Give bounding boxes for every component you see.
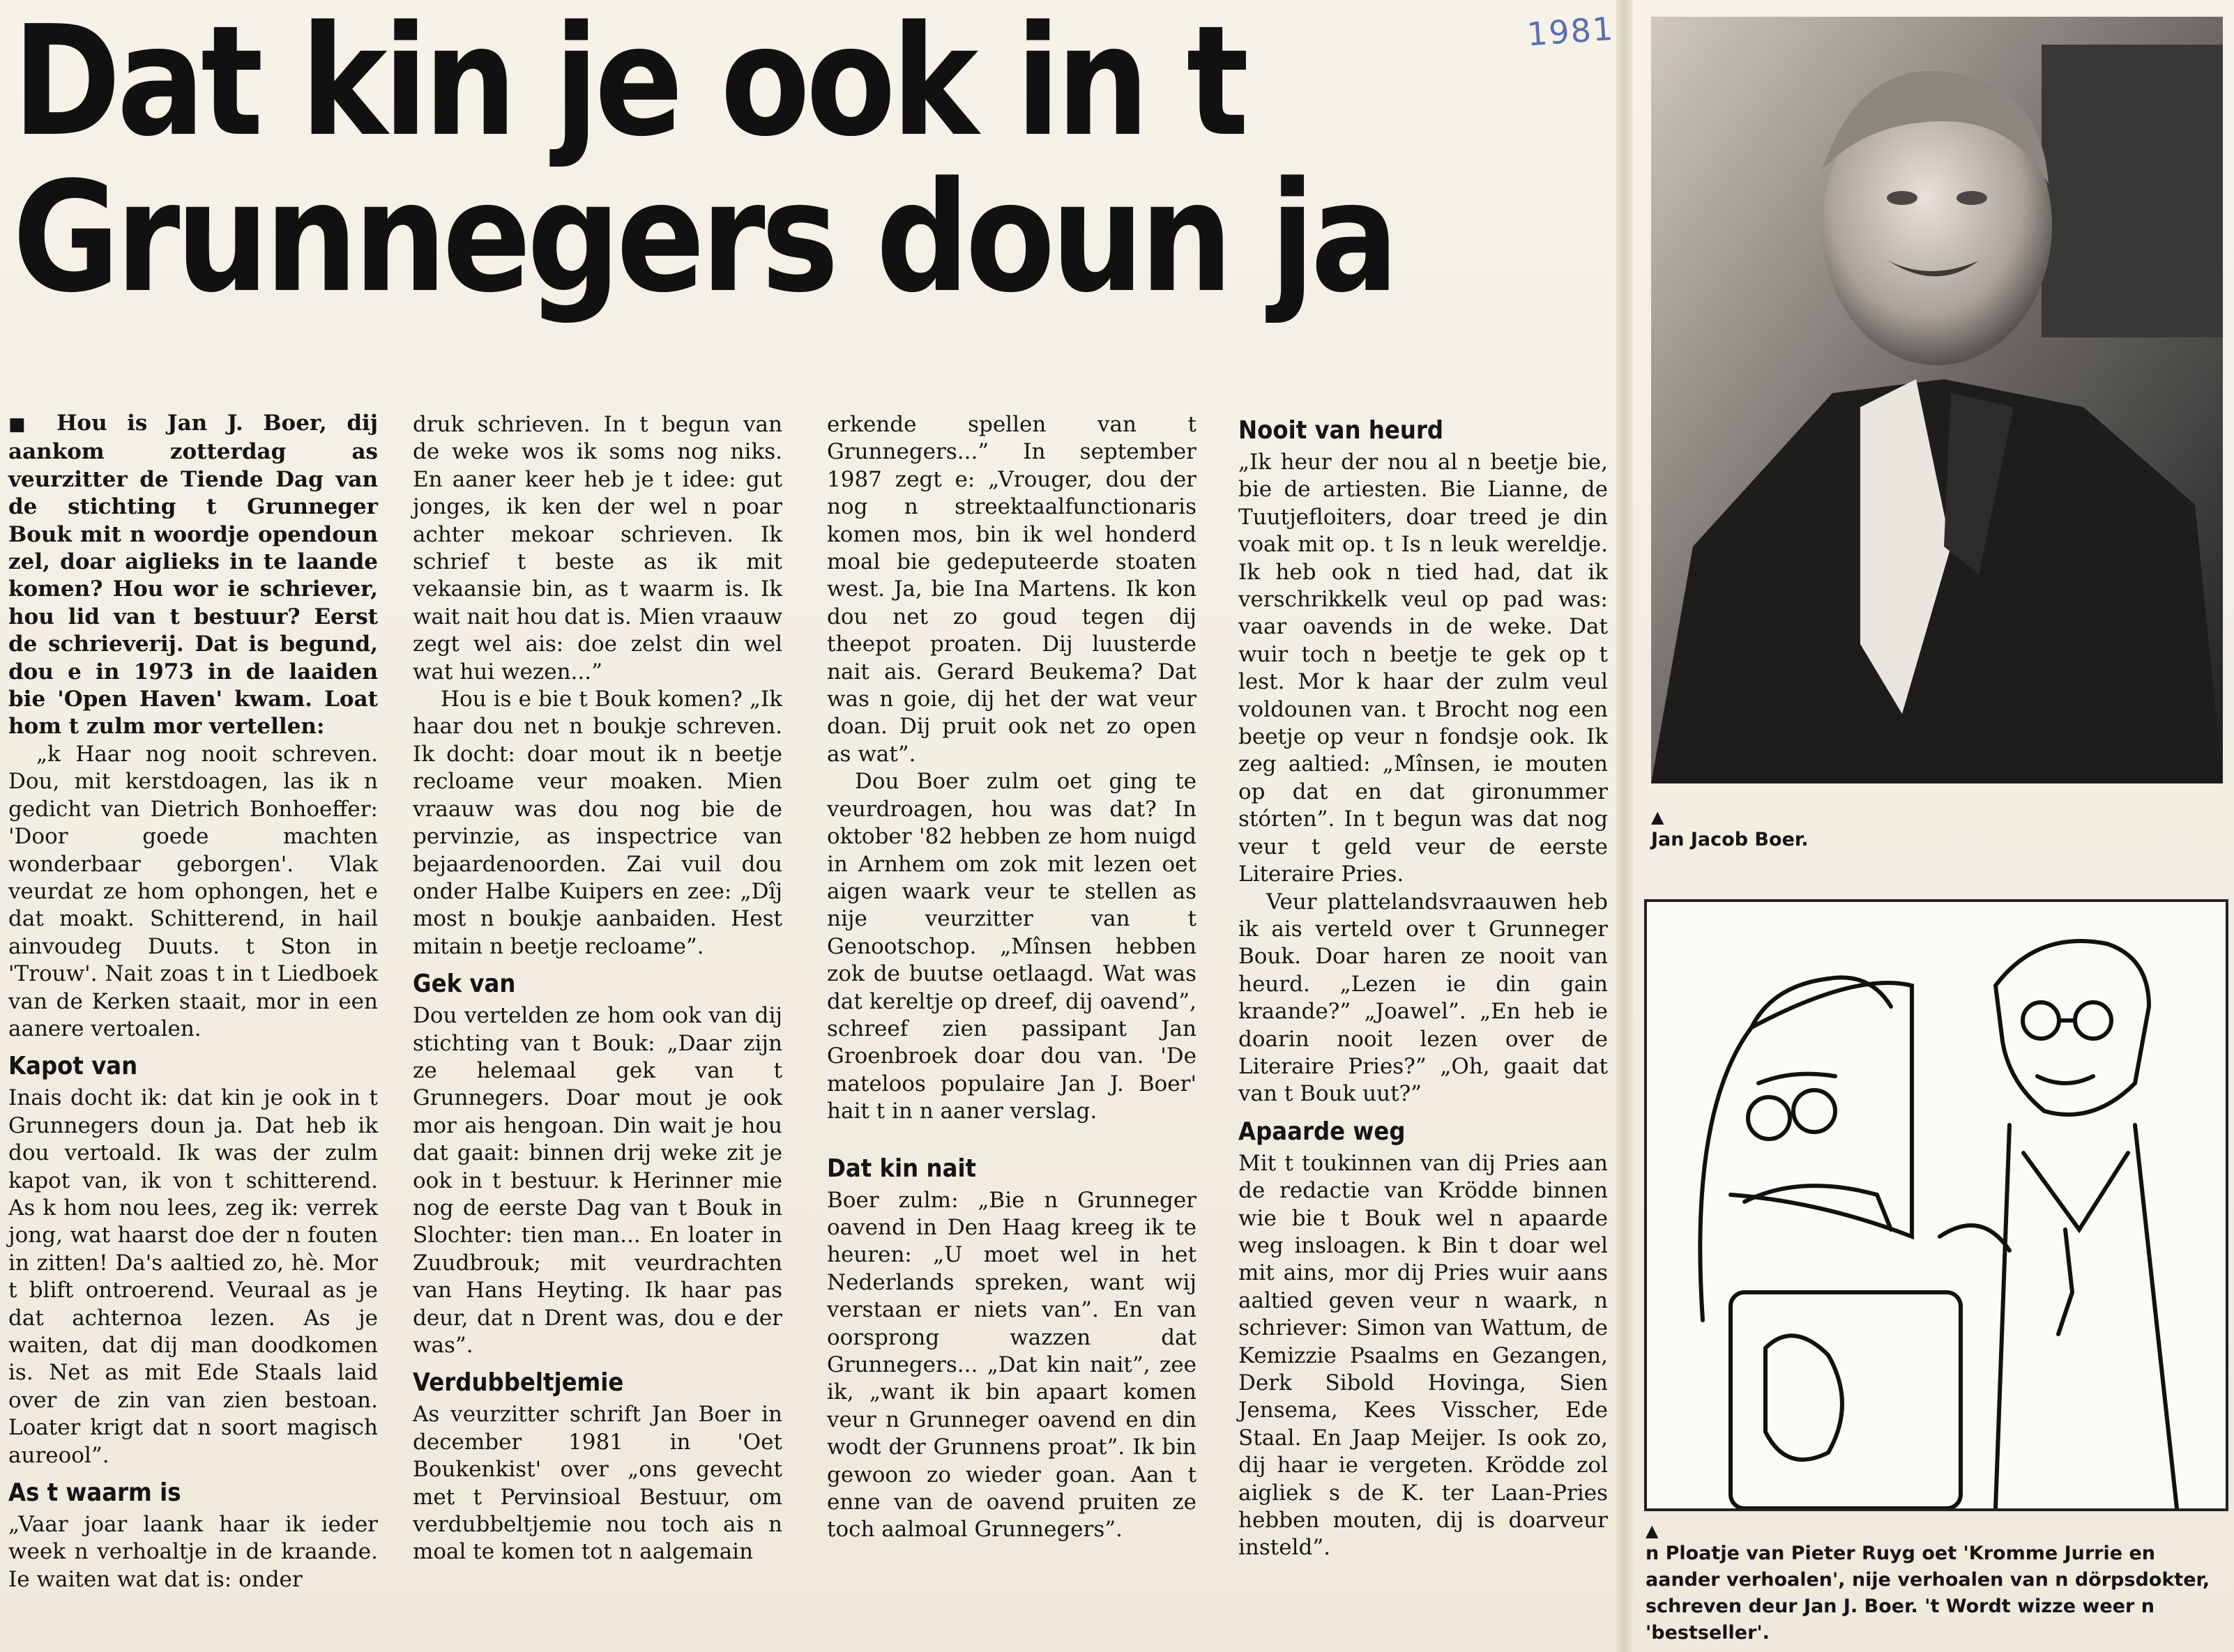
photo-caption — [1651, 807, 1809, 853]
headline — [13, 0, 1395, 326]
caption-marker: ▲ — [1646, 1521, 1659, 1540]
paragraph: Veur plattelandsvraauwen heb ik ais verteld over t Grunneger Bouk. Doar haren ze nooit van heurd. „Lezen ie din gain kraande?” „Joawel”. „En heb ie doarin nooit lezen over de Literaire Pries?” „Oh, gaait dat van t Bouk uut?” — [1238, 889, 1608, 1107]
headline-line-1: Dat kin je ook in t — [13, 0, 1245, 170]
photo-caption-text: Jan Jacob Boer. — [1651, 829, 1809, 850]
caption-marker: ▲ — [1651, 807, 1664, 827]
subheading-verdubbeltjemie: Verdubbeltjemie — [413, 1368, 624, 1398]
article-column-2 — [413, 411, 782, 1566]
cartoon-illustration — [1644, 899, 2228, 1511]
paragraph: Dou vertelden ze hom ook van dij stichting van t Bouk: „Daar zijn ze helemaal gek van t Grunnegers. Doar mout je ook mor ais hengoan. Din wait je hou dat gaait: binnen drij weke zit je ook in t bestuur. k Herinner mie nog de eerste Dag van t Bouk in Slochter: tien man... En loater in Zuudbrouk; mit veurdrachten van Hans Heyting. Ik haar pas deur, dat n Drent was, dou e der was”. — [413, 1003, 782, 1358]
cartoon-caption-text: n Ploatje van Pieter Ruyg oet 'Kromme Jurrie en aander verhoalen', nije verhoalen van n dörpsdokter, schreven deur Jan J. Boer. 't Wordt wizze weer n 'bestseller'. — [1646, 1543, 2210, 1644]
paragraph: Mit t toukinnen van dij Pries aan de redactie van Krödde binnen wie bie t Bouk wel n apaarde weg insloagen. k Bin t doar wel mit ains, mor dij Pries wuir aans aaltied geven veur n waark, n schriever: Simon van Wattum, de Kemizzie Psaalms en Gezangen, Derk Sibold Hovinga, Sien Jensema, Kees Visscher, Ede Staal. En Jaap Meijer. Is ook zo, dij haar ie vergeten. Krödde zol aigliek s de K. ter Laan-Pries hebben mouten, dij is doarveur insteld”. — [1238, 1150, 1608, 1561]
paragraph: „Vaar joar laank haar ik ieder week n verhoaltje in de kraande. Ie waiten wat dat is: onder — [8, 1512, 378, 1592]
subheading-apaarde-weg: Apaarde weg — [1238, 1117, 1406, 1146]
paragraph: druk schrieven. In t begun van de weke wos ik soms nog niks. En aaner keer heb je t idee: gut jonges, ik ken der wel n poar achter mekoar schrieven. Ik schrief t beste as ik mit vekaansie bin, as t waarm is. Ik wait nait hou dat is. Mien vraauw zegt wel ais: doe zelst din wel wat hui wezen...” — [413, 412, 782, 684]
handwritten-year: 1981 — [1526, 9, 1616, 54]
cartoon-caption — [1646, 1521, 2217, 1646]
subheading-gek-van: Gek van — [413, 970, 516, 999]
headline-line-2: Grunnegers doun ja — [13, 150, 1395, 326]
subheading-dat-kin-nait: Dat kin nait — [827, 1154, 977, 1183]
paragraph: Hou is e bie t Bouk komen? „Ik haar dou net n boukje schreven. Ik docht: doar mout ik n beetje recloame veur moaken. Mien vraauw was dou nog bie de pervinzie, as inspectrice van bejaardenoorden. Zai vuil dou onder Halbe Kuipers en zee: „Dîj most n boukje aanbaiden. Hest mitain n beetje recloame”. — [413, 687, 782, 959]
page-fold — [1616, 0, 1633, 1652]
subheading-kapot-van: Kapot van — [8, 1052, 138, 1081]
paragraph: erkende spellen van t Grunnegers...” In september 1987 zegt e: „Vrouger, dou der nog n streektaalfunctionaris komen mos, bin ik wel honderd moal bie gedeputeerde stoaten west. Ja, bie Ina Martens. Ik kon dou net zo goud tegen dij theepot proaten. Dij luusterde nait ais. Gerard Beukema? Dat was n goie, dij het der wat veur doan. Dij pruit ook net zo open as wat”. — [827, 412, 1196, 767]
subheading-nooit-van-heurd: Nooit van heurd — [1238, 416, 1444, 445]
paragraph: Dou Boer zulm oet ging te veurdroagen, hou was dat? In oktober '82 hebben ze hom nuigd in Arnhem om zok mit lezen oet aigen waark veur te stellen as nije veurzitter van t Genootschop. „Mînsen hebben zok de buutse oetlaagd. Wat was dat kereltje op dreef, dij oavend”, schreef zien passipant Jan Groenbroek doar dou van. 'De mateloos populaire Jan J. Boer' hait t in n aaner verslag. — [827, 769, 1196, 1124]
paragraph: Inais docht ik: dat kin je ook in t Grunnegers doun ja. Dat heb ik dou vertoald. Ik was der zulm kapot van, ik von t schitterend. As k hom nou lees, zeg ik: verrek jong, wat haarst doe der n fouten in zitten! Da's aaltied zo, hè. Mor t blift ontroerend. Veuraal as je dat achternoa lezen. As je waiten, dat dij man doodkomen is. Net as mit Ede Staals laid over de zin van zien bestoan. Loater krigt dat n soort magisch aureool”. — [8, 1085, 378, 1468]
paragraph: As veurzitter schrift Jan Boer in december 1981 in 'Oet Boukenkist' over „ons gevecht met t Pervinsioal Bestuur, om verdubbeltjemie nou toch ais n moal te komen tot n aalgemain — [413, 1402, 782, 1565]
article-column-4 — [1238, 415, 1608, 1562]
article-column-1 — [8, 410, 378, 1593]
subheading-as-t-waarm-is: As t waarm is — [8, 1478, 181, 1508]
paragraph: Boer zulm: „Bie n Grunneger oavend in Den Haag kreeg ik te heuren: „U moet wel in het Nederlands spreken, want wij verstaan er niets van”. En van oorsprong wazzen dat Grunnegers... „Dat kin nait”, zee ik, „want ik bin apaart komen veur n Grunneger oavend en din wodt der Grunnens proat”. Ik bin gewoon zo wieder goan. Aan t enne van de oavend pruiten ze toch aalmoal Grunnegers”. — [827, 1187, 1196, 1543]
paragraph: „Ik heur der nou al n beetje bie, bie de artiesten. Bie Lianne, de Tuutjefloiters, doar treed je din voak mit op. t Is n leuk wereldje. Ik heb ook n tied had, dat ik verschrikkelk veul op pad was: vaar oavends in de weke. Dat wuir toch n beetje te gek op t lest. Mor k haar der zulm veul voldounen van. t Brocht nog een beetje op veur n fondsje ook. Ik zeg aaltied: „Mînsen, ie mouten op dat en dat gironummer stórten”. In t begun was dat nog veur t geld veur de eerste Literaire Pries. — [1238, 450, 1608, 887]
article-column-3 — [827, 411, 1196, 1544]
paragraph: „k Haar nog nooit schreven. Dou, mit kerstdoagen, las ik n gedicht van Dietrich Bonhoeffer: 'Door goede machten wonderbaar geborgen'. Vlak veurdat ze hom ophongen, het e dat moakt. Schitterend, in hail ainvoudeg Duuts. t Ston in 'Trouw'. Nait zoas t in t Liedboek van de Kerken staait, mor in een aanere vertoalen. — [8, 741, 378, 1041]
lead-paragraph: ■ Hou is Jan J. Boer, dij aankom zotterdag as veurzitter de Tiende Dag van de stichting t Grunneger Bouk mit n woordje opendoun zel, doar aiglieks in te laande komen? Hou wor ie schriever, hou lid van t bestuur? Eerst de schrieverij. Dat is begund, dou e in 1973 in de laaiden bie 'Open Haven' kwam. Loat hom t zulm mor vertellen: — [8, 410, 378, 741]
portrait-photo — [1651, 17, 2223, 783]
